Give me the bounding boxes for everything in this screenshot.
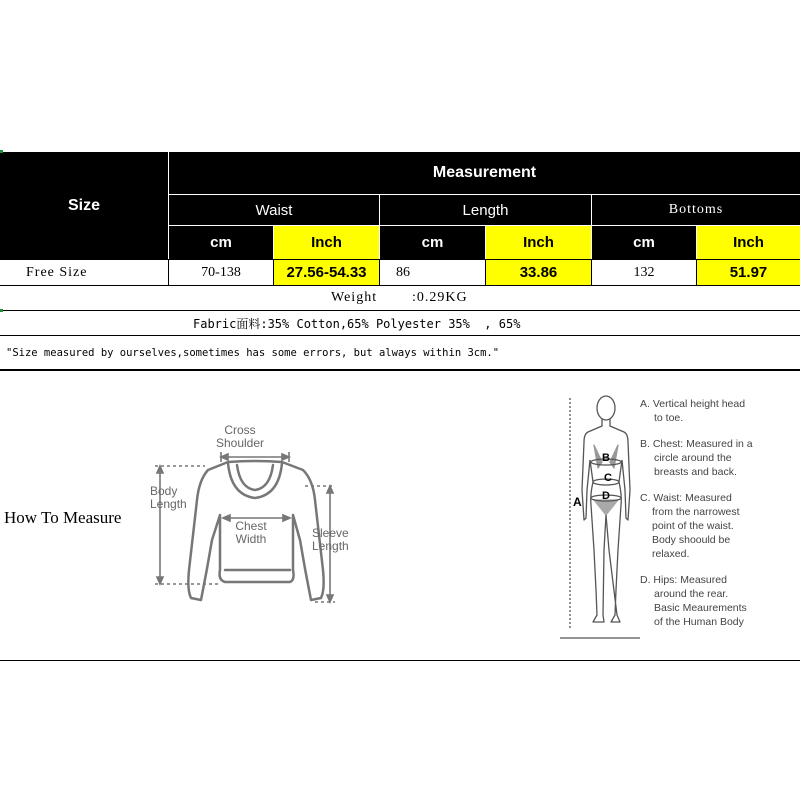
body-length-line1: Body (150, 484, 178, 498)
weight-row (0, 286, 800, 310)
fabric-row (0, 311, 800, 335)
waist-cm-header: cm (169, 226, 273, 259)
waist-inch-header: Inch (274, 226, 379, 259)
instruction-c-line4: Body shoould be (652, 534, 731, 546)
weight-label: Weight (331, 290, 378, 305)
cross-shoulder-line2: Shoulder (215, 436, 265, 450)
col-divider (591, 259, 592, 286)
col-divider (485, 259, 486, 286)
fabric-text: Fabric面料:35% Cotton,65% Polyester 35% , 65% (193, 316, 521, 331)
cross-shoulder-line1: Cross (224, 423, 256, 437)
instruction-a-line2: to toe. (654, 412, 684, 424)
chest-width-line2: Width (235, 532, 267, 546)
col-divider (379, 259, 380, 286)
waist-cm-value: 70-138 (169, 260, 273, 285)
instruction-b-line2: circle around the (654, 452, 732, 464)
measurement-header: Measurement (169, 152, 800, 194)
body-length-label (150, 485, 187, 511)
weight-value: :0.29KG (412, 290, 468, 305)
instruction-d-line3: Basic Meaurements (654, 602, 747, 614)
instruction-c-line5: relaxed. (652, 548, 690, 560)
length-group-header: Length (380, 195, 591, 225)
instruction-b-line1: B. Chest: Measured in a (640, 438, 753, 450)
chest-width-line1: Chest (235, 519, 267, 533)
body-letter-c: C (604, 472, 612, 484)
length-inch-value: 33.86 (486, 260, 591, 285)
instruction-c-line3: point of the waist. (652, 520, 734, 532)
size-value: Free Size (0, 260, 168, 285)
how-to-measure-label: How To Measure (4, 508, 122, 527)
note-bottom-border (0, 369, 800, 371)
length-cm-header: cm (380, 226, 485, 259)
instruction-c-line2: from the narrowest (652, 506, 740, 518)
bottoms-inch-value: 51.97 (697, 260, 800, 285)
instruction-c (640, 491, 800, 561)
waist-group-header: Waist (169, 195, 379, 225)
bottoms-inch-header: Inch (697, 226, 800, 259)
corner-mark (0, 150, 3, 153)
col-divider (168, 259, 169, 286)
sleeve-length-label (312, 527, 349, 553)
instruction-d-line4: of the Human Body (654, 616, 744, 628)
instruction-list (640, 397, 800, 629)
size-header: Size (0, 152, 168, 259)
instruction-b-line3: breasts and back. (654, 466, 737, 478)
note-row (0, 336, 800, 369)
instruction-d (640, 573, 800, 629)
human-figure (560, 390, 640, 640)
col-divider (273, 259, 274, 286)
sleeve-length-line1: Sleeve (312, 526, 349, 540)
instruction-d-line2: around the rear. (654, 588, 729, 600)
waist-inch-value: 27.56-54.33 (274, 260, 379, 285)
body-letter-a: A (573, 495, 582, 509)
instruction-a-line1: A. Vertical height head (640, 398, 746, 410)
body-letter-b: B (602, 452, 610, 464)
bottoms-cm-header: cm (592, 226, 696, 259)
cross-shoulder-label (210, 424, 270, 450)
instruction-c-line1: C. Waist: Measured (640, 492, 732, 504)
section-bottom-border (0, 660, 800, 661)
instruction-d-line1: D. Hips: Measured (640, 574, 727, 586)
length-inch-header: Inch (486, 226, 591, 259)
note-text: "Size measured by ourselves,sometimes has some errors, but always within 3cm." (6, 346, 500, 359)
body-letter-d: D (602, 490, 610, 502)
sleeve-length-line2: Length (312, 539, 349, 553)
chest-width-label (226, 520, 276, 546)
length-cm-value: 86 (380, 260, 485, 285)
row-top-border (0, 259, 800, 260)
instruction-a (640, 397, 800, 425)
body-length-line2: Length (150, 497, 187, 511)
corner-mark (0, 309, 3, 312)
bottoms-group-header: Bottoms (592, 195, 800, 225)
bottoms-cm-value: 132 (592, 260, 696, 285)
body-diagram (560, 390, 640, 640)
instruction-b (640, 437, 800, 479)
col-divider (696, 259, 697, 286)
